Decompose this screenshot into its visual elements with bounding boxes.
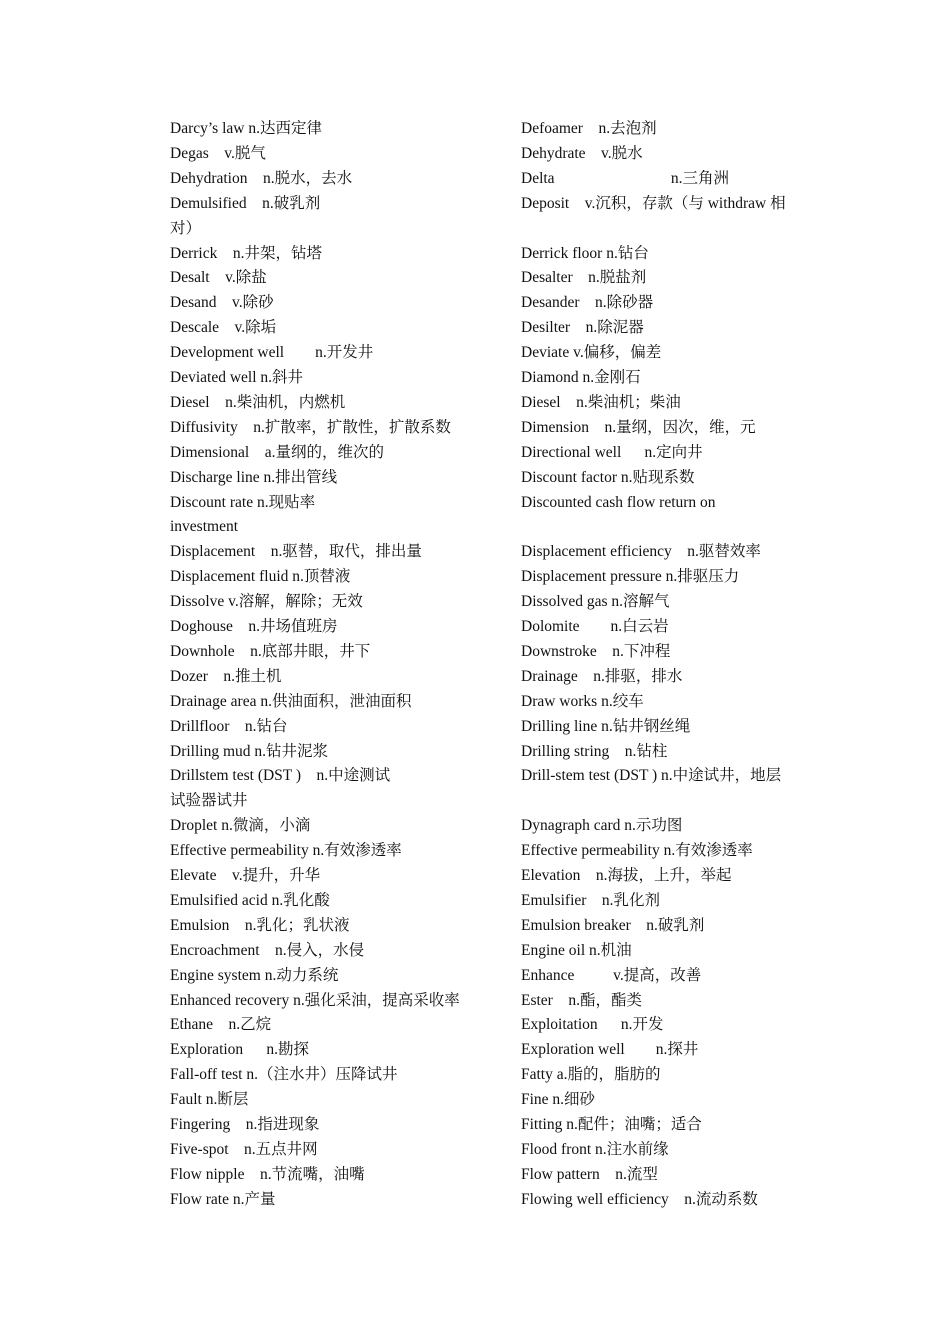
glossary-entry-left: Development well n.开发井 [170, 344, 374, 362]
glossary-entry-right: Desilter n.除泥器 [521, 319, 644, 337]
glossary-entry-right: Discount factor n.贴现系数 [521, 468, 695, 486]
glossary-entry-right: Draw works n.绞车 [521, 692, 644, 710]
glossary-entry-right: Flowing well efficiency n.流动系数 [521, 1190, 758, 1208]
glossary-entry-right: Diesel n.柴油机；柴油 [521, 393, 681, 411]
glossary-entry-left: Fault n.断层 [170, 1091, 249, 1109]
glossary-entry-left: Emulsion n.乳化；乳状液 [170, 916, 350, 934]
glossary-entry-right: Elevation n.海拔，上升，举起 [521, 867, 732, 884]
glossary-entry-right: Dehydrate v.脱水 [521, 144, 643, 162]
glossary-entry-left: Enhanced recovery n.强化采油，提高采收率 [170, 991, 460, 1009]
glossary-entry-right: Derrick floor n.钻台 [521, 244, 649, 262]
glossary-entry-right: Engine oil n.机油 [521, 941, 632, 959]
glossary-entry-left: Emulsified acid n.乳化酸 [170, 891, 330, 909]
glossary-entry-left: Demulsified n.破乳剂 [170, 194, 321, 212]
glossary-entry-right: Deviate v.偏移，偏差 [521, 344, 662, 362]
glossary-entry-left: Dissolve v.溶解，解除；无效 [170, 593, 363, 611]
glossary-entry-right: Drilling line n.钻井钢丝绳 [521, 717, 691, 735]
glossary-entry-left: Darcy’s law n.达西定律 [170, 120, 322, 137]
glossary-entry-left: Displacement n.驱替，取代，排出量 [170, 543, 422, 561]
glossary-entry-left: Downhole n.底部井眼，井下 [170, 642, 371, 660]
glossary-entry-right: Exploitation n.开发 [521, 1016, 664, 1034]
glossary-entry-right: Flood front n.注水前缘 [521, 1140, 669, 1158]
glossary-entry-right: Dissolved gas n.溶解气 [521, 593, 670, 611]
glossary-entry-left: Deviated well n.斜井 [170, 369, 304, 386]
glossary-entry-right: Dimension n.量纲，因次，维，元 [521, 418, 756, 436]
glossary-entry-right: Fitting n.配件；油嘴；适合 [521, 1116, 702, 1133]
glossary-entry-left: Diesel n.柴油机，内燃机 [170, 393, 346, 411]
glossary-entry-right: Desalter n.脱盐剂 [521, 269, 647, 287]
glossary-entry-right: Drill-stem test (DST ) n.中途试井，地层 [521, 767, 782, 785]
glossary-entry-left: Elevate v.提升，升华 [170, 867, 321, 884]
glossary-entry-right: Emulsion breaker n.破乳剂 [521, 916, 705, 934]
glossary-entry-left: Drainage area n.供油面积，泄油面积 [170, 692, 412, 710]
glossary-entry-right: Displacement efficiency n.驱替效率 [521, 543, 761, 561]
glossary-entry-left: Dimensional a.量纲的，维次的 [170, 443, 384, 461]
glossary-entry-right: Fatty a.脂的，脂肪的 [521, 1066, 661, 1084]
glossary-entry-right: Flow pattern n.流型 [521, 1165, 658, 1183]
glossary-entry-left: Discount rate n.现贴率 [170, 493, 316, 511]
glossary-entry-left: Descale v.除垢 [170, 319, 277, 337]
glossary-entry-right: Defoamer n.去泡剂 [521, 120, 657, 137]
glossary-entry-left: Derrick n.井架，钻塔 [170, 244, 322, 262]
glossary-entry-right: Effective permeability n.有效渗透率 [521, 842, 753, 860]
glossary-entry-left: Desand v.除砂 [170, 294, 274, 312]
glossary-entry-left: Flow rate n.产量 [170, 1190, 276, 1208]
glossary-entry-right: Ester n.酯，酯类 [521, 991, 642, 1009]
glossary-entry-right: Dynagraph card n.示功图 [521, 817, 683, 835]
glossary-entry-right: Diamond n.金刚石 [521, 369, 641, 386]
glossary-entry-left: Ethane n.乙烷 [170, 1016, 272, 1034]
glossary-entry-right: Dolomite n.白云岩 [521, 618, 669, 635]
glossary-entry-right: Desander n.除砂器 [521, 294, 654, 312]
glossary-entry-left: 对） [170, 219, 202, 237]
glossary-entry-right: Deposit v.沉积，存款（与 withdraw 相 [521, 194, 786, 212]
glossary-entry-left: investment [170, 518, 239, 536]
glossary-entry-left: Drillstem test (DST ) n.中途测试 [170, 767, 391, 785]
glossary-entry-left: Dehydration n.脱水，去水 [170, 169, 353, 187]
glossary-entry-right: Fine n.细砂 [521, 1091, 596, 1109]
glossary-entry-right: Displacement pressure n.排驱压力 [521, 568, 740, 586]
glossary-entry-right: Directional well n.定向井 [521, 443, 703, 461]
glossary-entry-left: Displacement fluid n.顶替液 [170, 568, 351, 586]
glossary-entry-left: Discharge line n.排出管线 [170, 468, 338, 486]
glossary-entry-left: Effective permeability n.有效渗透率 [170, 842, 402, 860]
glossary-entry-left: Drillfloor n.钻台 [170, 717, 288, 735]
glossary-entry-left: Degas v.脱气 [170, 144, 266, 162]
glossary-entry-left: Drilling mud n.钻井泥浆 [170, 742, 329, 760]
glossary-entry-left: Desalt v.除盐 [170, 269, 267, 287]
glossary-entry-right: Discounted cash flow return on [521, 493, 716, 511]
glossary-entry-left: Fall-off test n.（注水井）压降试井 [170, 1066, 398, 1084]
glossary-entry-right: Emulsifier n.乳化剂 [521, 891, 661, 909]
glossary-entry-right: Delta n.三角洲 [521, 169, 729, 187]
glossary-entry-left: Fingering n.指进现象 [170, 1116, 320, 1133]
glossary-entry-right: Drainage n.排驱，排水 [521, 667, 683, 685]
glossary-entry-left: Encroachment n.侵入，水侵 [170, 941, 365, 959]
glossary-entry-left: Engine system n.动力系统 [170, 966, 339, 984]
glossary-entry-right: Downstroke n.下冲程 [521, 642, 671, 660]
glossary-entry-left: Droplet n.微滴，小滴 [170, 817, 311, 835]
glossary-entry-left: Flow nipple n.节流嘴，油嘴 [170, 1165, 365, 1183]
glossary-entry-right: Drilling string n.钻柱 [521, 742, 668, 760]
glossary-entry-right: Enhance v.提高，改善 [521, 966, 702, 984]
glossary-entry-right: Exploration well n.探井 [521, 1041, 699, 1059]
glossary-entry-left: Five-spot n.五点井网 [170, 1140, 318, 1158]
glossary-entry-left: 试验器试井 [170, 792, 248, 810]
glossary-entry-left: Dozer n.推土机 [170, 667, 282, 685]
glossary-entry-left: Doghouse n.井场值班房 [170, 618, 338, 635]
glossary-entry-left: Exploration n.勘探 [170, 1041, 310, 1059]
glossary-entry-left: Diffusivity n.扩散率，扩散性，扩散系数 [170, 418, 451, 436]
